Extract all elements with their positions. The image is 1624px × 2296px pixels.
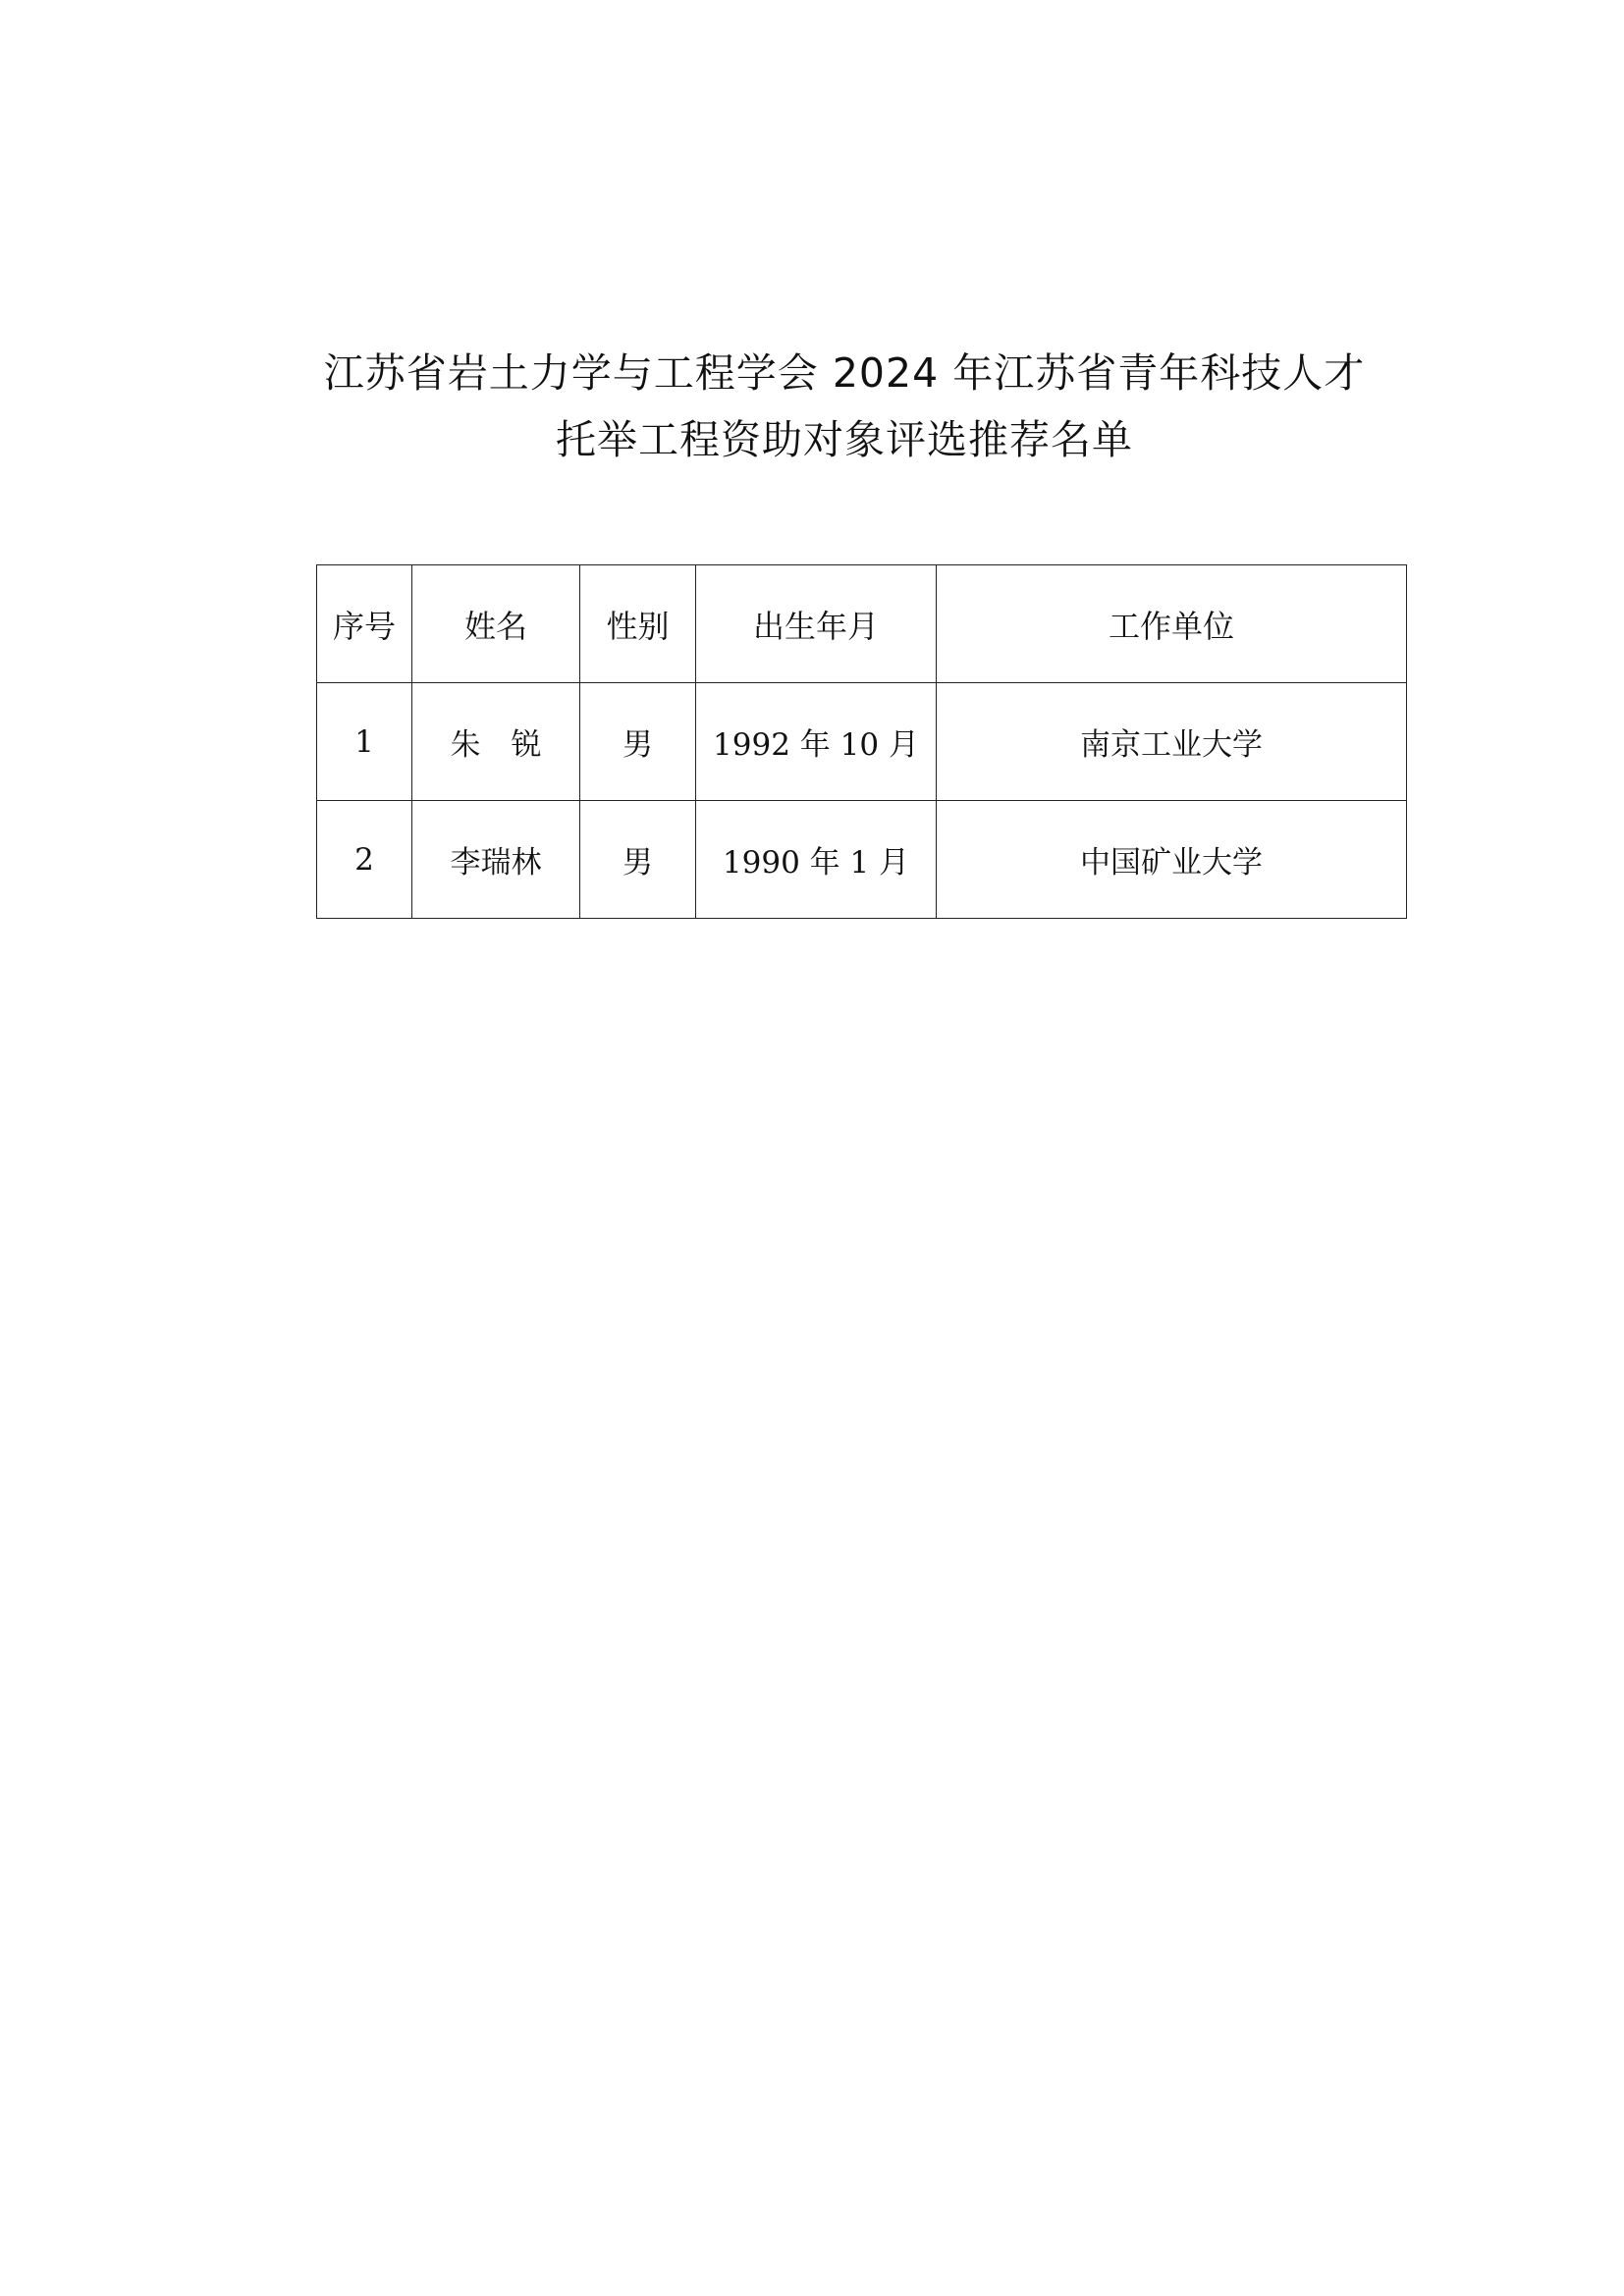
document-title-line-1: 江苏省岩土力学与工程学会 2024 年江苏省青年科技人才 [323, 349, 1366, 397]
cell-employer: 中国矿业大学 [937, 801, 1407, 919]
cell-birth: 1992 年 10 月 [696, 683, 937, 801]
header-gender: 性别 [580, 565, 696, 683]
table-row [317, 801, 1407, 919]
cell-name: 李瑞林 [412, 801, 580, 919]
recommendation-table [316, 564, 1407, 919]
cell-employer: 南京工业大学 [937, 683, 1407, 801]
cell-index: 2 [317, 801, 412, 919]
cell-index: 1 [317, 683, 412, 801]
cell-name: 朱 锐 [412, 683, 580, 801]
document-title-line-2: 托举工程资助对象评选推荐名单 [556, 416, 1133, 463]
header-name: 姓名 [412, 565, 580, 683]
cell-gender: 男 [580, 801, 696, 919]
table-header-row [317, 565, 1407, 683]
cell-gender: 男 [580, 683, 696, 801]
header-birth: 出生年月 [696, 565, 937, 683]
header-index: 序号 [317, 565, 412, 683]
header-employer: 工作单位 [937, 565, 1407, 683]
table-row [317, 683, 1407, 801]
cell-birth: 1990 年 1 月 [696, 801, 937, 919]
